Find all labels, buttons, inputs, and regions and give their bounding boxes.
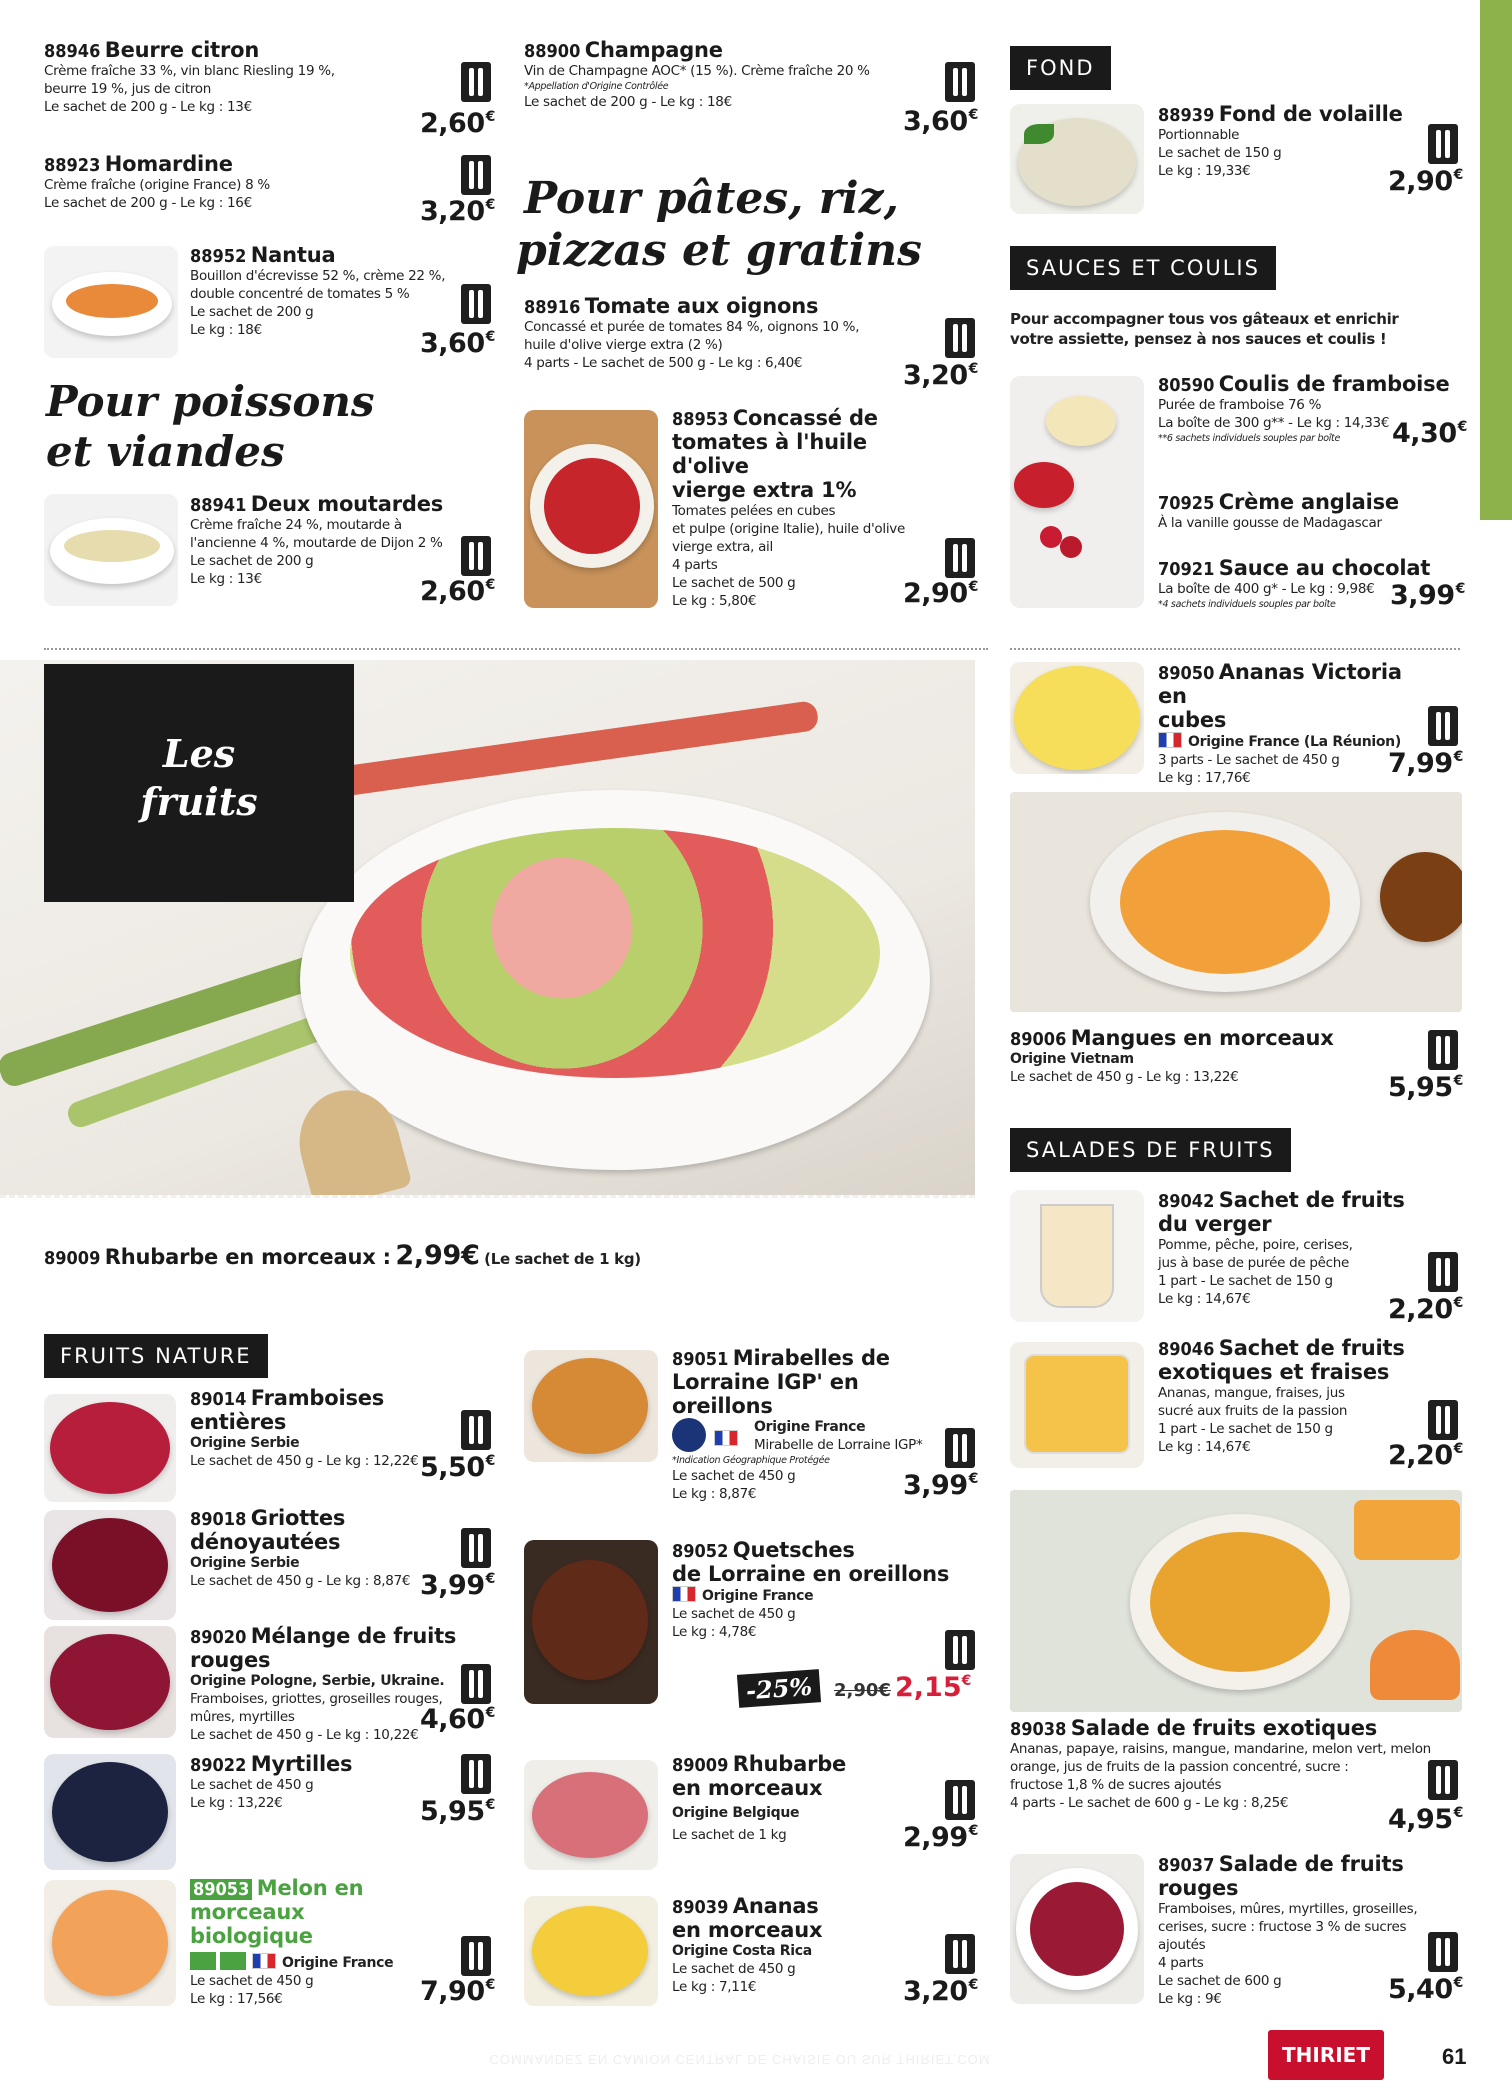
product-griottes — [190, 1506, 450, 1590]
product-detail: Le kg : 13€ — [190, 571, 262, 587]
product-origin: Origine Serbie — [190, 1555, 300, 1571]
product-detail: 4 parts — [672, 557, 718, 573]
product-price: 2,90€ — [903, 578, 978, 609]
product-footnote: *4 sachets individuels souples par boîte — [1158, 599, 1336, 610]
product-ananas-victoria — [1158, 660, 1418, 787]
product-detail: Le kg : 5,80€ — [672, 593, 757, 609]
product-deux-moutardes — [190, 492, 460, 588]
product-code: 88941 — [190, 495, 247, 516]
cut-icon — [1428, 706, 1458, 746]
product-name: Deux moutardes — [250, 492, 444, 516]
product-beurre-citron — [44, 38, 464, 116]
product-champagne — [524, 38, 944, 111]
product-code: 80590 — [1158, 375, 1215, 396]
section-heading: Pour pâtes, riz, — [524, 173, 899, 224]
product-origin: Origine Costa Rica — [672, 1943, 812, 1959]
product-detail: Le sachet de 200 g — [190, 304, 314, 320]
product-detail: 1 part - Le sachet de 150 g — [1158, 1273, 1333, 1289]
hero-caption — [44, 1240, 641, 1271]
cut-icon — [945, 1934, 975, 1974]
french-flag-icon — [252, 1953, 276, 1969]
product-detail: orange, jus de fruits de la passion concentré, sucre : — [1010, 1759, 1349, 1775]
product-name: Salade de fruits exotiques — [1070, 1716, 1378, 1740]
product-origin: Origine France (La Réunion) — [1188, 734, 1401, 750]
product-origin: Origine Pologne, Serbie, Ukraine. — [190, 1673, 445, 1689]
griottes-photo — [44, 1510, 176, 1620]
framboises-photo — [44, 1394, 176, 1502]
product-code: 88953 — [672, 409, 729, 430]
product-fruits-verger — [1158, 1188, 1418, 1308]
product-detail: Le sachet de 450 g - Le kg : 10,22€ — [190, 1727, 419, 1743]
product-fond-volaille — [1158, 102, 1408, 180]
french-flag-icon — [672, 1586, 696, 1602]
product-name: Tomate aux oignons — [584, 294, 819, 318]
product-name: Champagne — [584, 38, 723, 62]
product-price: 5,40€ — [1388, 1974, 1463, 2005]
footer-tagline: COMMANDEZ EN CAMION CENTRAL DE CHAISIE OU SUR THIRIET.COM — [489, 2052, 991, 2067]
product-code: 88946 — [44, 41, 101, 62]
product-code: 70921 — [1158, 559, 1215, 580]
product-price: 4,95€ — [1388, 1804, 1463, 1835]
cut-icon — [461, 155, 491, 195]
product-detail: Concassé et purée de tomates 84 %, oignons 10 %, — [524, 319, 860, 335]
product-detail: Crème fraîche 24 %, moutarde à — [190, 517, 402, 533]
old-price: 2,90€ — [834, 1680, 891, 1701]
product-name: Nantua — [250, 243, 336, 267]
product-price: 3,99€ — [1390, 580, 1465, 611]
section-intro: votre assiette, pensez à nos sauces et coulis ! — [1010, 330, 1387, 348]
igp-seal-icon — [672, 1418, 706, 1452]
fruits-rouges-melange-photo — [44, 1626, 176, 1738]
nantua-photo — [44, 246, 178, 358]
product-code: 89038 — [1010, 1719, 1067, 1740]
product-detail: double concentré de tomates 5 % — [190, 286, 410, 302]
caption-text: Rhubarbe en morceaux : — [104, 1245, 391, 1269]
product-name: Concassé de — [732, 406, 878, 430]
edge-tab — [1480, 0, 1512, 520]
cut-icon — [461, 1664, 491, 1704]
product-detail: Le sachet de 450 g - Le kg : 12,22€ — [190, 1453, 419, 1469]
product-detail: Le kg : 17,76€ — [1158, 770, 1251, 786]
french-flag-icon — [1158, 732, 1182, 748]
product-name: biologique — [190, 1924, 313, 1948]
product-code: 89053 — [190, 1879, 252, 1900]
product-detail: Le sachet de 200 g - Le kg : 16€ — [44, 195, 252, 211]
product-code: 89020 — [190, 1627, 247, 1648]
cut-icon — [1428, 1932, 1458, 1972]
product-name: du verger — [1158, 1212, 1272, 1236]
product-name: tomates à l'huile d'olive — [672, 430, 867, 478]
cut-icon — [1428, 124, 1458, 164]
cut-icon — [945, 318, 975, 358]
product-detail: jus à base de purée de pêche — [1158, 1255, 1350, 1271]
product-detail: Le sachet de 150 g — [1158, 145, 1282, 161]
product-detail: Le kg : 7,11€ — [672, 1979, 757, 1995]
product-origin: Origine France — [282, 1955, 394, 1971]
product-origin: Origine France — [702, 1588, 814, 1604]
product-name: dénoyautées — [190, 1530, 341, 1554]
cut-icon — [945, 1780, 975, 1820]
product-detail: Vin de Champagne AOC* (15 %). Crème fraîche 20 % — [524, 63, 870, 79]
cut-icon — [461, 1936, 491, 1976]
cut-icon — [461, 1754, 491, 1794]
product-name: Mangues en morceaux — [1070, 1026, 1334, 1050]
product-detail: Le sachet de 450 g — [672, 1468, 796, 1484]
product-code: 89022 — [190, 1755, 247, 1776]
product-name: Beurre citron — [104, 38, 260, 62]
product-price: 2,15€ — [895, 1672, 972, 1703]
product-name: Coulis de framboise — [1218, 372, 1450, 396]
product-framboises — [190, 1386, 450, 1470]
product-creme-anglaise — [1158, 490, 1458, 532]
product-detail: Le kg : 17,56€ — [190, 1991, 283, 2007]
product-code: 89046 — [1158, 1339, 1215, 1360]
category-label: FOND — [1010, 46, 1111, 90]
caption-code: 89009 — [44, 1248, 101, 1269]
product-price: 2,60€ — [420, 108, 495, 139]
product-detail: Framboises, mûres, myrtilles, groseilles, — [1158, 1901, 1418, 1917]
product-name: exotiques et fraises — [1158, 1360, 1390, 1384]
product-name: vierge extra 1% — [672, 478, 857, 502]
product-code: 89039 — [672, 1897, 729, 1918]
product-mangues — [1010, 1026, 1410, 1086]
product-price: 7,99€ — [1388, 748, 1463, 779]
cut-icon — [461, 1410, 491, 1450]
product-code: 89009 — [672, 1755, 729, 1776]
product-rhubarbe — [672, 1752, 932, 1844]
product-name: Quetsches — [732, 1538, 855, 1562]
product-detail: À la vanille gousse de Madagascar — [1158, 515, 1382, 531]
product-price: 5,50€ — [420, 1452, 495, 1483]
quetsches-photo — [524, 1540, 658, 1704]
product-detail: La boîte de 300 g** - Le kg : 14,33€ — [1158, 415, 1390, 431]
melon-photo — [44, 1880, 176, 2006]
product-detail: Bouillon d'écrevisse 52 %, crème 22 %, — [190, 268, 446, 284]
product-price: 3,60€ — [903, 106, 978, 137]
fond-photo — [1010, 104, 1144, 214]
product-price: 2,90€ — [1388, 166, 1463, 197]
product-detail: Crème fraîche (origine France) 8 % — [44, 177, 270, 193]
product-price: 3,20€ — [903, 360, 978, 391]
product-tomate-oignons — [524, 294, 924, 372]
product-origin: Origine France — [754, 1419, 866, 1435]
cut-icon — [461, 284, 491, 324]
product-origin: Origine Vietnam — [1010, 1051, 1134, 1067]
mirabelles-photo — [524, 1350, 658, 1462]
product-price: 4,30€ — [1392, 418, 1467, 449]
product-detail: Pomme, pêche, poire, cerises, — [1158, 1237, 1353, 1253]
product-name: Salade de fruits rouges — [1158, 1852, 1404, 1900]
product-detail: Le kg : 8,87€ — [672, 1486, 757, 1502]
product-detail: La boîte de 400 g* - Le kg : 9,98€ — [1158, 581, 1375, 597]
product-name: entières — [190, 1410, 287, 1434]
product-detail: Tomates pelées en cubes — [672, 503, 836, 519]
product-detail: beurre 19 %, jus de citron — [44, 81, 212, 97]
product-detail: l'ancienne 4 %, moutarde de Dijon 2 % — [190, 535, 443, 551]
product-footnote: *Appellation d'Origine Contrôlée — [524, 81, 669, 92]
product-code: 89006 — [1010, 1029, 1067, 1050]
cut-icon — [945, 1428, 975, 1468]
product-fruits-exotiques-fraises — [1158, 1336, 1418, 1456]
product-detail: Framboises, griottes, groseilles rouges, — [190, 1691, 443, 1707]
product-detail: Le sachet de 450 g - Le kg : 13,22€ — [1010, 1069, 1239, 1085]
product-origin: Origine Serbie — [190, 1435, 300, 1451]
product-price: 3,99€ — [420, 1570, 495, 1601]
product-detail: Le sachet de 200 g - Le kg : 13€ — [44, 99, 252, 115]
product-name: en morceaux — [672, 1776, 823, 1800]
product-price: 2,99€ — [903, 1822, 978, 1853]
product-detail: Le sachet de 450 g — [672, 1961, 796, 1977]
product-detail: fructose 1,8 % de sucres ajoutés — [1010, 1777, 1222, 1793]
cut-icon — [461, 62, 491, 102]
cut-icon — [1428, 1030, 1458, 1070]
product-detail: Le kg : 13,22€ — [190, 1795, 283, 1811]
product-code: 70925 — [1158, 493, 1215, 514]
concasse-photo — [524, 410, 658, 608]
fruits-rouges-photo — [1010, 1854, 1144, 2004]
product-price: 3,20€ — [420, 196, 495, 227]
product-detail: Le sachet de 500 g — [672, 575, 796, 591]
product-price: 5,95€ — [1388, 1072, 1463, 1103]
divider — [1010, 648, 1460, 650]
product-detail: sucré aux fruits de la passion — [1158, 1403, 1348, 1419]
product-footnote: **6 sachets individuels souples par boîte — [1158, 433, 1341, 444]
product-detail: 1 part - Le sachet de 150 g — [1158, 1421, 1333, 1437]
product-detail: Le kg : 18€ — [190, 322, 262, 338]
product-code: 89052 — [672, 1541, 729, 1562]
discount-badge: -25% — [737, 1669, 821, 1708]
product-detail: Portionnable — [1158, 127, 1240, 143]
product-nantua — [190, 243, 460, 339]
product-detail: mûres, myrtilles — [190, 1709, 295, 1725]
product-name: Lorraine IGP' en oreillons — [672, 1370, 859, 1418]
cut-icon — [945, 538, 975, 578]
product-detail: Crème fraîche 33 %, vin blanc Riesling 19 %, — [44, 63, 335, 79]
product-origin-detail: Mirabelle de Lorraine IGP* — [754, 1437, 923, 1453]
product-code: 89042 — [1158, 1191, 1215, 1212]
salade-exotique-photo — [1010, 1490, 1462, 1712]
product-footnote: *Indication Géographique Protégée — [672, 1455, 830, 1466]
cut-icon — [945, 62, 975, 102]
product-name: Homardine — [104, 152, 233, 176]
product-detail: Le kg : 14,67€ — [1158, 1439, 1251, 1455]
product-name: Sachet de fruits — [1218, 1188, 1405, 1212]
product-name: Rhubarbe — [732, 1752, 847, 1776]
product-name: Sauce au chocolat — [1218, 556, 1431, 580]
category-label: SALADES DE FRUITS — [1010, 1128, 1291, 1172]
product-code: 88923 — [44, 155, 101, 176]
product-detail: cerises, sucre : fructose 3 % de sucres — [1158, 1919, 1407, 1935]
banner-text: fruits — [140, 779, 258, 824]
ananas-photo — [1010, 662, 1144, 774]
caption-note: (Le sachet de 1 kg) — [484, 1250, 641, 1268]
product-code: 89037 — [1158, 1855, 1215, 1876]
product-detail: 3 parts - Le sachet de 450 g — [1158, 752, 1340, 768]
category-label: SAUCES ET COULIS — [1010, 246, 1276, 290]
divider — [44, 648, 988, 650]
product-detail: Le sachet de 450 g — [190, 1777, 314, 1793]
product-name: Griottes — [250, 1506, 346, 1530]
fruits-banner — [44, 664, 354, 902]
product-price: 3,60€ — [420, 328, 495, 359]
product-name: cubes — [1158, 708, 1227, 732]
product-detail: Le sachet de 450 g - Le kg : 8,87€ — [190, 1573, 411, 1589]
section-heading: pizzas et gratins — [516, 225, 922, 276]
sauces-photo — [1010, 376, 1144, 608]
product-name: Mélange de fruits rouges — [190, 1624, 457, 1672]
product-detail: et pulpe (origine Italie), huile d'olive — [672, 521, 905, 537]
product-detail: Le kg : 14,67€ — [1158, 1291, 1251, 1307]
thiriet-logo: THIRIET — [1268, 2030, 1384, 2080]
product-name: Ananas Victoria en — [1158, 660, 1402, 708]
cut-icon — [945, 1630, 975, 1670]
product-code: 89050 — [1158, 663, 1215, 684]
category-label: FRUITS NATURE — [44, 1334, 268, 1378]
mangues-photo — [1010, 792, 1462, 1012]
product-detail: Purée de framboise 76 % — [1158, 397, 1322, 413]
product-code: 89014 — [190, 1389, 247, 1410]
exotiques-photo — [1010, 1342, 1144, 1468]
cut-icon — [461, 1528, 491, 1568]
caption-price: 2,99€ — [395, 1240, 480, 1271]
product-origin: Origine Belgique — [672, 1805, 800, 1821]
ab-label-icon — [220, 1952, 246, 1970]
product-detail: Le kg : 9€ — [1158, 1991, 1222, 2007]
product-myrtilles — [190, 1752, 450, 1812]
product-detail: Le sachet de 200 g - Le kg : 18€ — [524, 94, 732, 110]
moutarde-photo — [44, 494, 178, 606]
myrtilles-photo — [44, 1754, 176, 1870]
product-code: 89051 — [672, 1349, 729, 1370]
product-name: Crème anglaise — [1218, 490, 1399, 514]
organic-label-icon — [190, 1952, 216, 1970]
product-detail: vierge extra, ail — [672, 539, 773, 555]
product-price: 2,20€ — [1388, 1440, 1463, 1471]
product-detail: 4 parts - Le sachet de 500 g - Le kg : 6,40€ — [524, 355, 803, 371]
product-detail: Le kg : 19,33€ — [1158, 163, 1251, 179]
cut-icon — [461, 536, 491, 576]
product-homardine — [44, 152, 464, 212]
product-name: Sachet de fruits — [1218, 1336, 1405, 1360]
product-detail: ajoutés — [1158, 1937, 1206, 1953]
rhubarbe-photo — [524, 1760, 658, 1870]
french-flag-icon — [714, 1430, 738, 1446]
product-quetsches — [672, 1538, 952, 1641]
cut-icon — [1428, 1252, 1458, 1292]
product-price: 3,99€ — [903, 1470, 978, 1501]
product-ananas-morceaux — [672, 1894, 932, 1996]
product-detail: 4 parts — [1158, 1955, 1204, 1971]
product-detail: 4 parts - Le sachet de 600 g - Le kg : 8,25€ — [1010, 1795, 1289, 1811]
product-name: en morceaux — [672, 1918, 823, 1942]
cut-icon — [1428, 1760, 1458, 1800]
product-name: Mirabelles de — [732, 1346, 890, 1370]
product-code: 88952 — [190, 246, 247, 267]
product-name: Melon en morceaux — [190, 1876, 364, 1924]
product-code: 88939 — [1158, 105, 1215, 126]
cut-icon — [1428, 1400, 1458, 1440]
verger-photo — [1010, 1190, 1144, 1322]
product-price: 3,20€ — [903, 1976, 978, 2007]
product-price: 4,60€ — [420, 1704, 495, 1735]
product-code: 88900 — [524, 41, 581, 62]
product-code: 89018 — [190, 1509, 247, 1530]
banner-text: Les — [162, 731, 236, 776]
product-detail: Ananas, papaye, raisins, mangue, mandarine, melon vert, melon — [1010, 1741, 1431, 1757]
product-detail: Ananas, mangue, fraises, jus — [1158, 1385, 1345, 1401]
section-intro: Pour accompagner tous vos gâteaux et enrichir — [1010, 310, 1399, 328]
section-heading: Pour poissons — [46, 377, 375, 426]
product-price: 5,95€ — [420, 1796, 495, 1827]
product-detail: Le kg : 4,78€ — [672, 1624, 757, 1640]
page-number: 61 — [1442, 2044, 1467, 2069]
product-detail: Le sachet de 200 g — [190, 553, 314, 569]
product-name: Framboises — [250, 1386, 385, 1410]
product-price: 7,90€ — [420, 1976, 495, 2007]
product-salade-exotiques — [1010, 1716, 1450, 1812]
product-detail: Le sachet de 450 g — [672, 1606, 796, 1622]
product-price: 2,20€ — [1388, 1294, 1463, 1325]
product-name: Ananas — [732, 1894, 819, 1918]
product-code: 88916 — [524, 297, 581, 318]
product-name: Myrtilles — [250, 1752, 353, 1776]
product-detail: Le sachet de 450 g — [190, 1973, 314, 1989]
product-name: Fond de volaille — [1218, 102, 1403, 126]
product-price: 2,60€ — [420, 576, 495, 607]
product-detail: Le sachet de 600 g — [1158, 1973, 1282, 1989]
section-heading: et viandes — [46, 427, 285, 476]
ananas-morceaux-photo — [524, 1896, 658, 2006]
product-name: de Lorraine en oreillons — [672, 1562, 950, 1586]
product-detail: huile d'olive vierge extra (2 %) — [524, 337, 723, 353]
product-concasse — [672, 406, 932, 610]
product-detail: Le sachet de 1 kg — [672, 1827, 787, 1843]
